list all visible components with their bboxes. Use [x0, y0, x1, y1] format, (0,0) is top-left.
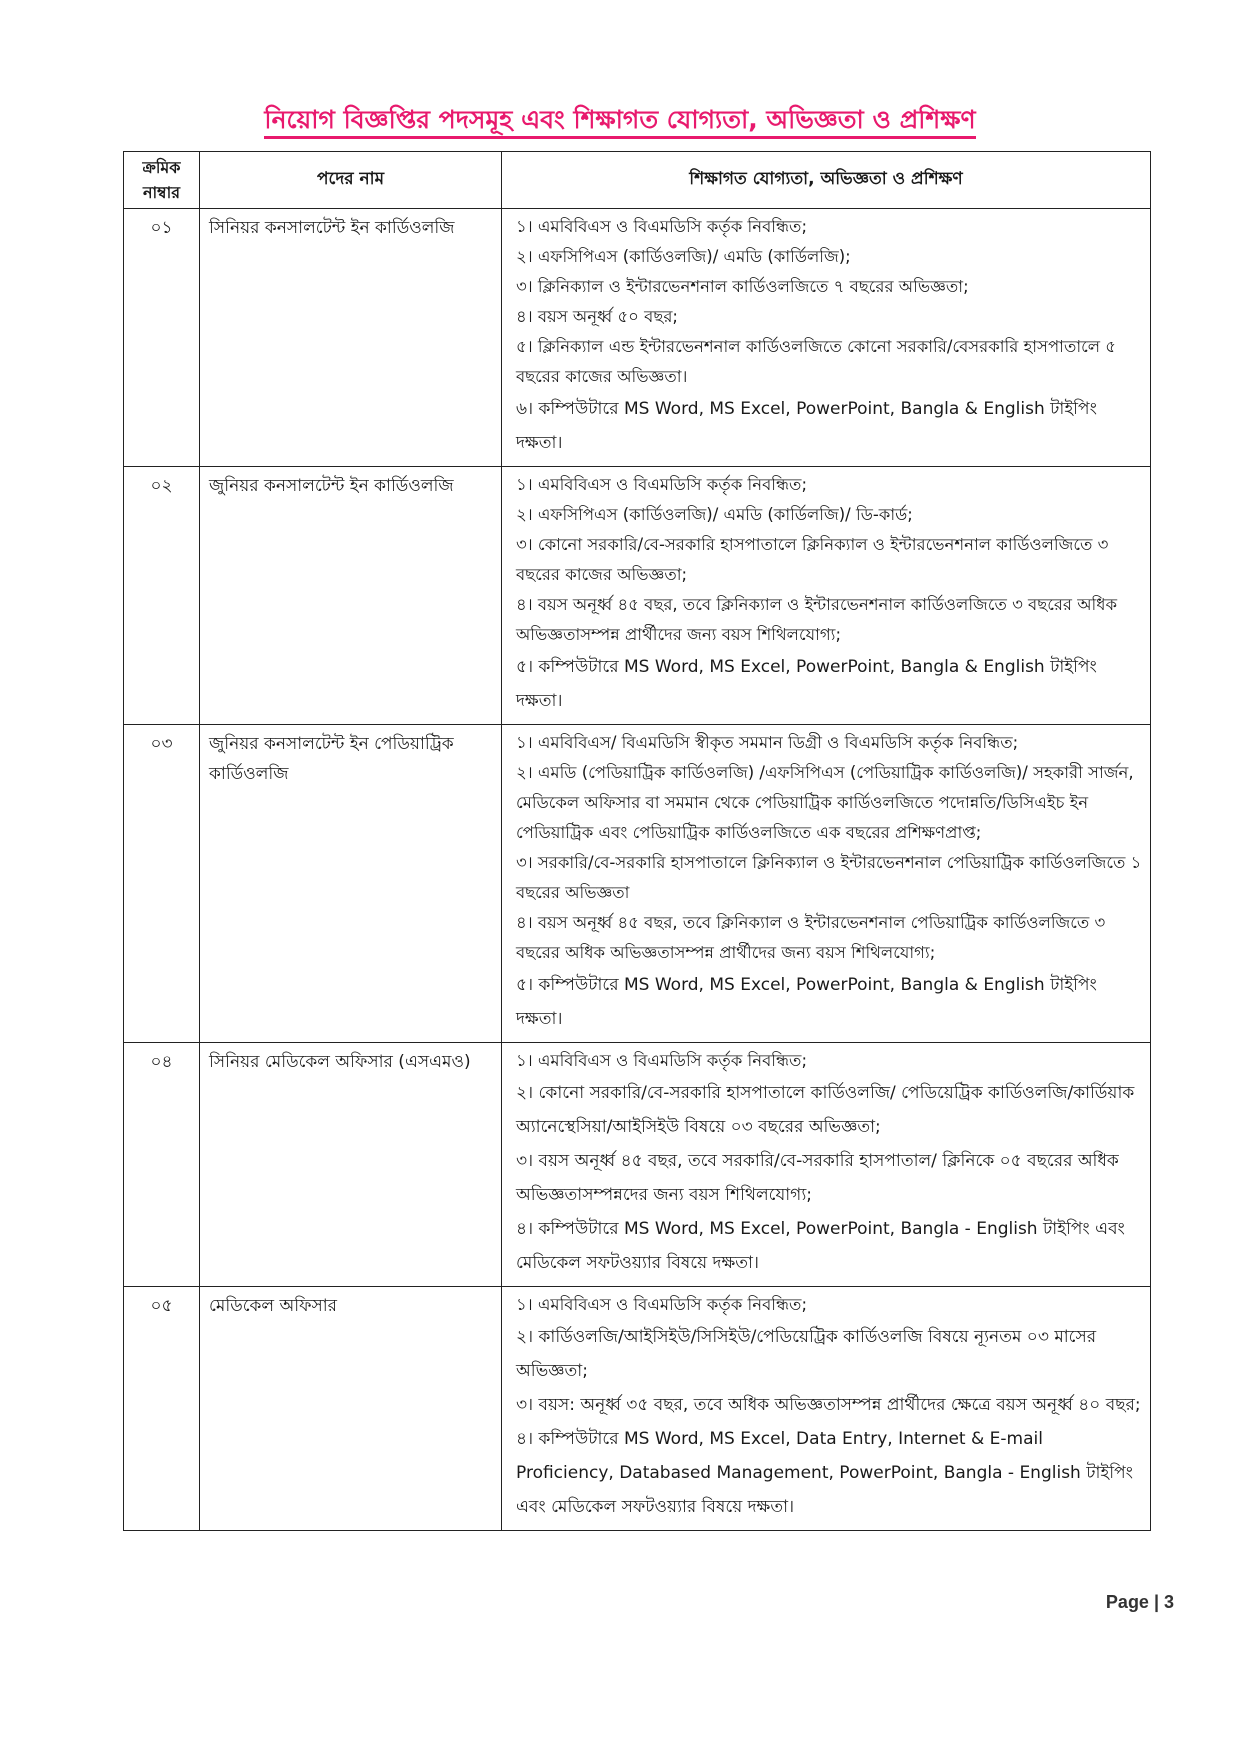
table-row	[124, 1287, 1151, 1531]
qualification-item: ৩। সরকারি/বে-সরকারি হাসপাতালে ক্লিনিক্যাল ও ইন্টারভেনশনাল পেডিয়াট্রিক কার্ডিওলজিতে ১ বছরের অভিজ্ঞতা	[516, 853, 1142, 902]
serial-cell: ০১	[124, 209, 200, 467]
serial-cell: ০৩	[124, 725, 200, 1043]
header-post: পদের নাম	[200, 152, 502, 209]
header-qualification: শিক্ষাগত যোগ্যতা, অভিজ্ঞতা ও প্রশিক্ষণ	[502, 152, 1151, 209]
qualification-cell	[502, 209, 1151, 467]
qualification-item: ২। এমডি (পেডিয়াট্রিক কার্ডিওলজি) /এফসিপিএস (পেডিয়াট্রিক কার্ডিওলজি)/ সহকারী সার্জন, মেডিকেল অফিসার বা সমমান থেকে পেডিয়াট্রিক কার্ডিওলজিতে পদোন্নতি/ডিসিএইচ ইন পেডিয়াট্রিক এবং পেডিয়াট্রিক কার্ডিওলজিতে এক বছরের প্রশিক্ষণপ্রাপ্ত;	[516, 763, 1134, 842]
qualification-item: ২। কার্ডিওলজি/আইসিইউ/সিসিইউ/পেডিয়েট্রিক কার্ডিওলজি বিষয়ে ন্যূনতম ০৩ মাসের অভিজ্ঞতা;	[516, 1327, 1097, 1381]
post-name-cell: সিনিয়র মেডিকেল অফিসার (এসএমও)	[200, 1043, 502, 1287]
post-name-cell: মেডিকেল অফিসার	[200, 1287, 502, 1531]
title-text: নিয়োগ বিজ্ঞপ্তির পদসমূহ এবং শিক্ষাগত যোগ্যতা, অভিজ্ঞতা ও প্রশিক্ষণ	[264, 105, 975, 139]
table-row	[124, 209, 1151, 467]
qualification-item: ৩। বয়স অনূর্ধ্ব ৪৫ বছর, তবে সরকারি/বে-সরকারি হাসপাতাল/ ক্লিনিকে ০৫ বছরের অধিক অভিজ্ঞতাসম্পন্নদের জন্য বয়স শিথিলযোগ্য;	[516, 1151, 1119, 1205]
qualification-cell	[502, 1287, 1151, 1531]
qualification-cell	[502, 1043, 1151, 1287]
post-name-cell: জুনিয়র কনসালটেন্ট ইন কার্ডিওলজি	[200, 467, 502, 725]
qualification-item: ৩। কোনো সরকারি/বে-সরকারি হাসপাতালে ক্লিনিক্যাল ও ইন্টারভেনশনাল কার্ডিওলজিতে ৩ বছরের কাজের অভিজ্ঞতা;	[516, 535, 1109, 584]
qualification-item: ৪। বয়স অনূর্ধ্ব ৪৫ বছর, তবে ক্লিনিক্যাল ও ইন্টারভেনশনাল পেডিয়াট্রিক কার্ডিওলজিতে ৩ বছরের অধিক অভিজ্ঞতাসম্পন্ন প্রার্থীদের জন্য বয়স শিথিলযোগ্য;	[516, 913, 1106, 962]
header-serial-line2: নাম্বার	[142, 183, 181, 202]
header-serial	[124, 152, 200, 209]
qualification-cell	[502, 467, 1151, 725]
qualification-item: ৫। ক্লিনিক্যাল এন্ড ইন্টারভেনশনাল কার্ডিওলজিতে কোনো সরকারি/বেসরকারি হাসপাতালে ৫ বছরের কাজের অভিজ্ঞতা।	[516, 337, 1116, 386]
qualification-item: ২। এফসিপিএস (কার্ডিওলজি)/ এমডি (কার্ডিলজি)/ ডি-কার্ড;	[516, 505, 913, 524]
serial-cell: ০২	[124, 467, 200, 725]
header-serial-line1: ক্রমিক	[142, 158, 181, 177]
qualification-item: ১। এমবিবিএস ও বিএমডিসি কর্তৃক নিবন্ধিত;	[516, 217, 807, 236]
qualification-item: ২। কোনো সরকারি/বে-সরকারি হাসপাতালে কার্ডিওলজি/ পেডিয়েট্রিক কার্ডিওলজি/কার্ডিয়াক অ্যানেস্থেসিয়া/আইসিইউ বিষয়ে ০৩ বছরের অভিজ্ঞতা;	[516, 1083, 1135, 1137]
table-row	[124, 725, 1151, 1043]
table-row	[124, 467, 1151, 725]
post-name-cell: জুনিয়র কনসালটেন্ট ইন পেডিয়াট্রিক কার্ডিওলজি	[200, 725, 502, 1043]
qualification-item: ৪। কম্পিউটারে MS Word, MS Excel, PowerPoint, Bangla - English টাইপিং এবং মেডিকেল সফটওয়্যার বিষয়ে দক্ষতা।	[516, 1219, 1125, 1273]
qualification-item: ৫। কম্পিউটারে MS Word, MS Excel, PowerPoint, Bangla & English টাইপিং দক্ষতা।	[516, 975, 1097, 1029]
qualification-item: ৬। কম্পিউটারে MS Word, MS Excel, PowerPoint, Bangla & English টাইপিং দক্ষতা।	[516, 399, 1097, 453]
post-name-cell: সিনিয়র কনসালটেন্ট ইন কার্ডিওলজি	[200, 209, 502, 467]
qualification-item: ৪। কম্পিউটারে MS Word, MS Excel, Data Entry, Internet & E-mail Proficiency, Databased Management, PowerPoint, Bangla - English টাইপিং এবং মেডিকেল সফটওয়্যার বিষয়ে দক্ষতা।	[516, 1429, 1133, 1517]
requirements-table	[123, 151, 1151, 1531]
qualification-item: ১। এমবিবিএস ও বিএমডিসি কর্তৃক নিবন্ধিত;	[516, 1051, 807, 1070]
qualification-item: ১। এমবিবিএস ও বিএমডিসি কর্তৃক নিবন্ধিত;	[516, 475, 807, 494]
qualification-item: ৩। ক্লিনিক্যাল ও ইন্টারভেনশনাল কার্ডিওলজিতে ৭ বছরের অভিজ্ঞতা;	[516, 277, 969, 296]
qualification-item: ৪। বয়স অনূর্ধ্ব ৪৫ বছর, তবে ক্লিনিক্যাল ও ইন্টারভেনশনাল কার্ডিওলজিতে ৩ বছরের অধিক অভিজ্ঞতাসম্পন্ন প্রার্থীদের জন্য বয়স শিথিলযোগ্য;	[516, 595, 1118, 644]
table-row	[124, 1043, 1151, 1287]
table-header-row	[124, 152, 1151, 209]
serial-cell: ০৫	[124, 1287, 200, 1531]
qualification-item: ৩। বয়স: অনূর্ধ্ব ৩৫ বছর, তবে অধিক অভিজ্ঞতাসম্পন্ন প্রার্থীদের ক্ষেত্রে বয়স অনূর্ধ্ব ৪০ বছর;	[516, 1395, 1141, 1415]
qualification-item: ১। এমবিবিএস ও বিএমডিসি কর্তৃক নিবন্ধিত;	[516, 1295, 807, 1314]
qualification-item: ১। এমবিবিএস/ বিএমডিসি স্বীকৃত সমমান ডিগ্রী ও বিএমডিসি কর্তৃক নিবন্ধিত;	[516, 733, 1019, 752]
qualification-item: ৪। বয়স অনূর্ধ্ব ৫০ বছর;	[516, 307, 678, 326]
serial-cell: ০৪	[124, 1043, 200, 1287]
qualification-item: ২। এফসিপিএস (কার্ডিওলজি)/ এমডি (কার্ডিলজি);	[516, 247, 851, 266]
document-title	[0, 100, 1240, 143]
qualification-item: ৫। কম্পিউটারে MS Word, MS Excel, PowerPoint, Bangla & English টাইপিং দক্ষতা।	[516, 657, 1097, 711]
page-number: Page | 3	[1105, 1592, 1174, 1612]
qualification-cell	[502, 725, 1151, 1043]
